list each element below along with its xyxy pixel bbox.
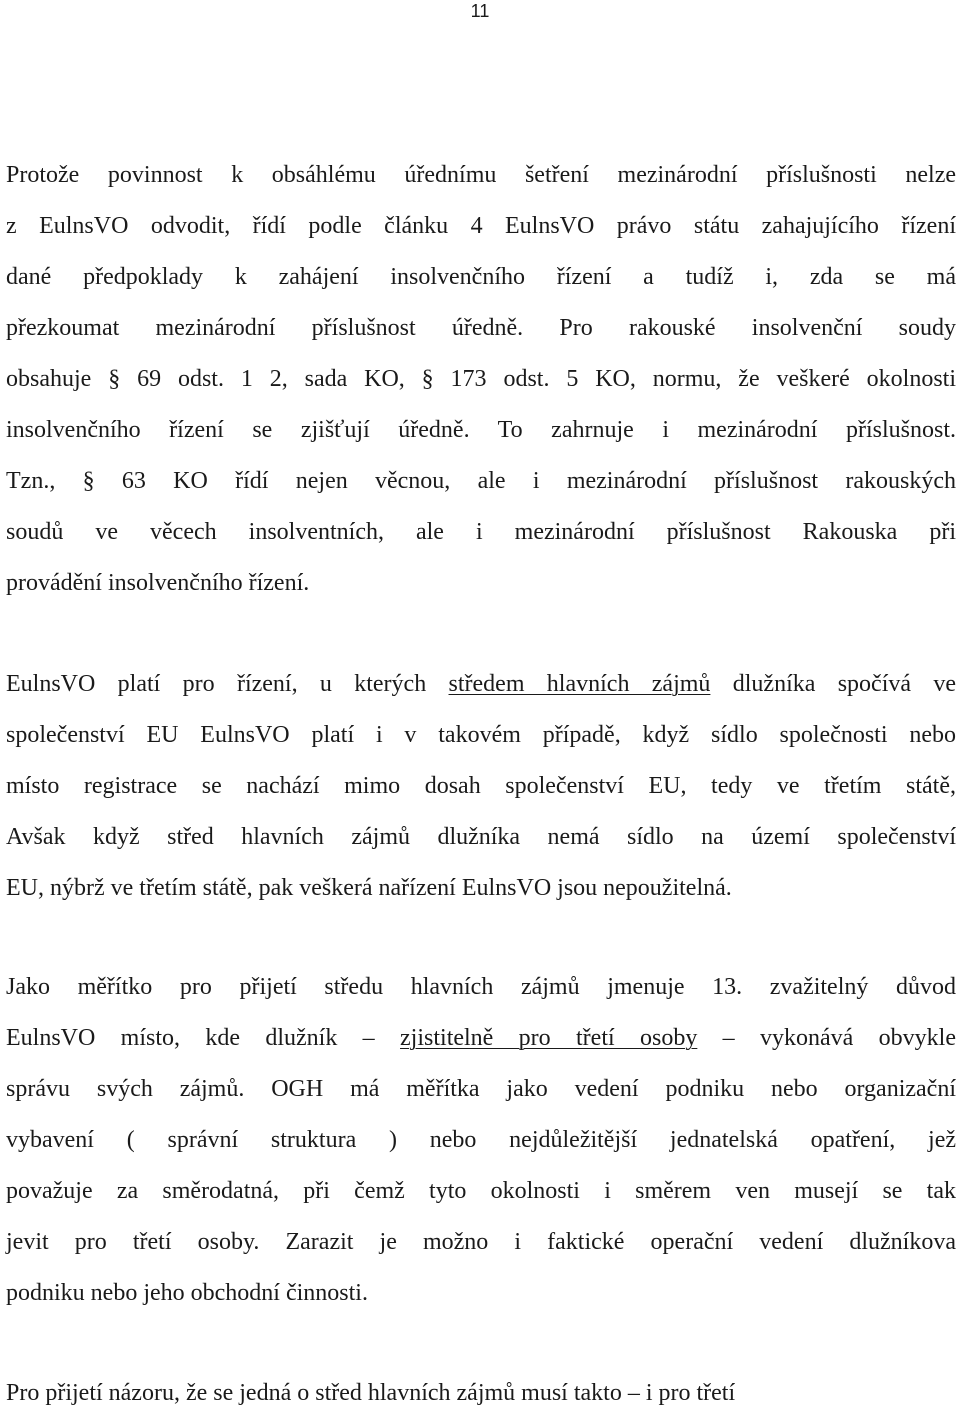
text-segment: z EulnsVO odvodit, řídí podle článku 4 EulnsVO právo státu zahajujícího řízení <box>6 213 956 239</box>
text-line <box>6 720 956 750</box>
text-segment: Avšak když střed hlavních zájmů dlužníka nemá sídlo na území společenství <box>6 824 956 850</box>
text-segment: insolvenčního řízení se zjišťují úředně. To zahrnuje i mezinárodní příslušnost. <box>6 417 956 443</box>
text-line <box>6 262 956 292</box>
text-segment: EulnsVO místo, kde dlužník – <box>6 1025 401 1051</box>
text-line <box>6 1023 956 1053</box>
text-line <box>6 972 956 1002</box>
text-line <box>6 1378 956 1408</box>
text-line <box>6 1074 956 1104</box>
text-segment: Tzn., § 63 KO řídí nejen věcnou, ale i mezinárodní příslušnost rakouských <box>6 468 956 494</box>
text-line <box>6 160 956 190</box>
text-line <box>6 822 956 852</box>
text-line <box>6 1278 956 1308</box>
text-line <box>6 873 956 903</box>
text-segment: správu svých zájmů. OGH má měřítka jako vedení podniku nebo organizační <box>6 1076 956 1102</box>
page-number: 11 <box>470 1 490 21</box>
text-line <box>6 517 956 547</box>
text-line <box>6 313 956 343</box>
text-segment: provádění insolvenčního řízení. <box>6 570 310 596</box>
text-segment: vybavení ( správní struktura ) nebo nejdůležitější jednatelská opatření, jež <box>6 1127 956 1153</box>
text-line <box>6 568 956 598</box>
text-segment: společenství EU EulnsVO platí i v takovém případě, když sídlo společnosti nebo <box>6 722 956 748</box>
text-segment: soudů ve věcech insolventních, ale i mezinárodní příslušnost Rakouska při <box>6 519 956 545</box>
text-line <box>6 466 956 496</box>
underlined-text: zjistitelně pro třetí osoby <box>400 1025 698 1051</box>
text-segment: obsahuje § 69 odst. 1 2, sada KO, § 173 odst. 5 KO, normu, že veškeré okolnosti <box>6 366 956 392</box>
text-segment: EulnsVO platí pro řízení, u kterých <box>6 671 449 697</box>
text-line <box>6 669 956 699</box>
text-line <box>6 211 956 241</box>
underlined-text: středem hlavních zájmů <box>448 671 711 697</box>
text-line <box>6 771 956 801</box>
text-segment: dlužníka spočívá ve <box>710 671 956 697</box>
text-line <box>6 1227 956 1257</box>
text-line <box>6 364 956 394</box>
text-segment: Protože povinnost k obsáhlému úřednímu šetření mezinárodní příslušnosti nelze <box>6 162 956 188</box>
text-segment: dané předpoklady k zahájení insolvenčního řízení a tudíž i, zda se má <box>6 264 956 290</box>
text-segment: považuje za směrodatná, při čemž tyto okolnosti i směrem ven musejí se tak <box>6 1178 956 1204</box>
text-segment: jevit pro třetí osoby. Zarazit je možno i faktické operační vedení dlužníkova <box>6 1229 956 1255</box>
text-line <box>6 1176 956 1206</box>
text-line <box>6 1125 956 1155</box>
text-segment: EU, nýbrž ve třetím státě, pak veškerá nařízení EulnsVO jsou nepoužitelná. <box>6 875 732 901</box>
text-line <box>6 415 956 445</box>
text-segment: Jako měřítko pro přijetí středu hlavních zájmů jmenuje 13. zvažitelný důvod <box>6 974 956 1000</box>
text-segment: místo registrace se nachází mimo dosah společenství EU, tedy ve třetím státě, <box>6 773 956 799</box>
text-segment: podniku nebo jeho obchodní činnosti. <box>6 1280 368 1306</box>
text-segment: přezkoumat mezinárodní příslušnost úředně. Pro rakouské insolvenční soudy <box>6 315 956 341</box>
text-segment: – vykonává obvykle <box>697 1025 956 1051</box>
text-segment: Pro přijetí názoru, že se jedná o střed hlavních zájmů musí takto – i pro třetí <box>6 1380 736 1406</box>
